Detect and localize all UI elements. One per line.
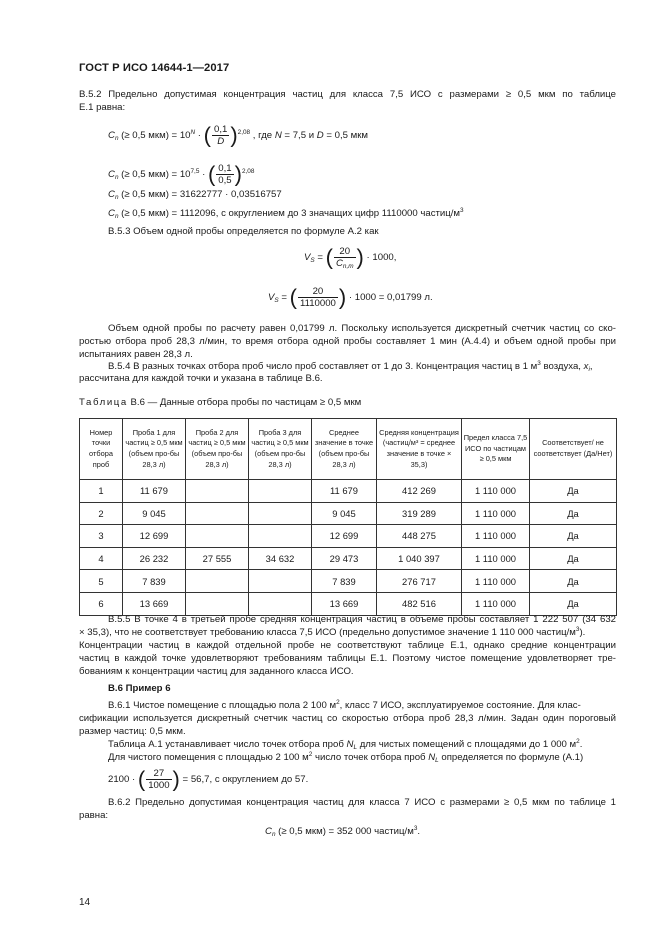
table-cell: 4 bbox=[80, 547, 123, 570]
table-cell bbox=[186, 502, 249, 525]
table-cell: 1 110 000 bbox=[462, 592, 530, 615]
table-cell: Да bbox=[530, 502, 617, 525]
table-cell: 9 045 bbox=[312, 502, 377, 525]
b61-line3: размер частиц: 0,5 мкм. bbox=[79, 726, 186, 737]
table-cell bbox=[249, 502, 312, 525]
table-cell: 3 bbox=[80, 525, 123, 548]
b54-line1: В.5.4 В разных точках отбора проб число проб составляет от 1 до 3. Концентрация частиц в 1 $м^3$ воздуха, $x_i$, bbox=[108, 360, 593, 373]
col-header: Проба 2 для частиц ≥ 0,5 мкм (объем про-бы 28,3 л) bbox=[186, 419, 249, 480]
samples-table bbox=[79, 418, 617, 616]
b61-table-a1-line: Таблица А.1 устанавливает число точек отбора проб $N_L$ для чистых помещений с площадями до 1 000 $м^2$. bbox=[108, 738, 583, 751]
table-cell bbox=[186, 570, 249, 593]
b53-formula-1: $V_S$ = ( $\frac{20}{C_{n,m}}$ ) · 1000, bbox=[304, 244, 397, 270]
table-row bbox=[80, 570, 617, 593]
table-cell: Да bbox=[530, 480, 617, 503]
table-row bbox=[80, 502, 617, 525]
table-cell: 12 699 bbox=[312, 525, 377, 548]
table-cell: 448 275 bbox=[377, 525, 462, 548]
page-number: 14 bbox=[79, 897, 91, 908]
b55-line5: бованиям к концентрации частиц для заданного класса ИСО. bbox=[79, 666, 354, 677]
table-cell: 319 289 bbox=[377, 502, 462, 525]
table-cell: Да bbox=[530, 592, 617, 615]
col-header: Соответствует/ не соответствует (Да/Нет) bbox=[530, 419, 617, 480]
table-cell: 13 669 bbox=[312, 592, 377, 615]
col-header: Средняя концентрация (частиц/м³ = среднее значение в точке × 35,3) bbox=[377, 419, 462, 480]
table-cell: 34 632 bbox=[249, 547, 312, 570]
table-cell: 11 679 bbox=[312, 480, 377, 503]
table-cell bbox=[249, 480, 312, 503]
volume-para-line1: Объем одной пробы по расчету равен 0,01799 л. Поскольку используется дискретный счетчик частиц со ско- bbox=[108, 323, 616, 334]
col-header: Проба 3 для частиц ≥ 0,5 мкм (объем про-бы 28,3 л) bbox=[249, 419, 312, 480]
table-cell: 276 717 bbox=[377, 570, 462, 593]
b55-line1: В.5.5 В точке 4 в третьей пробе средняя концентрация частиц в объеме пробы составляет 1 222 507 (34 632 bbox=[108, 614, 616, 625]
b52-intro-line2: Е.1 равна: bbox=[79, 102, 126, 113]
volume-para-line2: ростью отбора проб 28,3 л/мин, то время отбора одной пробы составляет 1 мин (А.4.4) и объем одной пробы при bbox=[79, 336, 616, 347]
table-cell bbox=[249, 525, 312, 548]
table-row bbox=[80, 525, 617, 548]
table-header-row bbox=[80, 419, 617, 480]
b61-formula: 2100 · ( $\frac{27}{1000}$ ) = 56,7, с округлением до 57. bbox=[108, 766, 309, 792]
document-header: ГОСТ Р ИСО 14644-1—2017 bbox=[79, 62, 230, 74]
b52-formula-4: $C_n$ (≥ 0,5 мкм) = 1112096, с округлением до 3 значащих цифр 1110000 частиц/$м^3$ bbox=[108, 207, 464, 220]
table-cell: 5 bbox=[80, 570, 123, 593]
table-cell: Да bbox=[530, 525, 617, 548]
b55-line3: Концентрации частиц в каждой отдельной пробе не соответствуют таблице Е.1, однако средние концентрации bbox=[79, 640, 616, 651]
b52-intro-line1: В.5.2 Предельно допустимая концентрация частиц для класса 7,5 ИСО с размерами ≥ 0,5 мкм по таблице bbox=[79, 89, 616, 100]
table-cell: 6 bbox=[80, 592, 123, 615]
table-cell: 1 110 000 bbox=[462, 570, 530, 593]
table-cell: 1 110 000 bbox=[462, 547, 530, 570]
table-cell: Да bbox=[530, 570, 617, 593]
table-cell: 9 045 bbox=[123, 502, 186, 525]
table-cell bbox=[249, 570, 312, 593]
table-cell: 482 516 bbox=[377, 592, 462, 615]
b53-formula-2: $V_S$ = ( $\frac{20}{1110000}$ ) · 1000 = 0,01799 л. bbox=[268, 284, 433, 310]
table-cell: 1 bbox=[80, 480, 123, 503]
table-cell: 7 839 bbox=[123, 570, 186, 593]
table-cell: 7 839 bbox=[312, 570, 377, 593]
b55-line2: × 35,3), что не соответствует требованию класса 7,5 ИСО (предельно допустимое значение 1 110 000 частиц/$м^3$). bbox=[79, 626, 586, 638]
table-row bbox=[80, 592, 617, 615]
col-header: Проба 1 для частиц ≥ 0,5 мкм (объем про-бы 28,3 л) bbox=[123, 419, 186, 480]
table-caption: Таблица В.6 — Данные отбора пробы по частицам ≥ 0,5 мкм bbox=[79, 397, 362, 408]
table-cell: 1 110 000 bbox=[462, 502, 530, 525]
section-heading-b6: В.6 Пример 6 bbox=[108, 683, 171, 694]
table-cell: 412 269 bbox=[377, 480, 462, 503]
b52-formula-1: $C_n$ (≥ 0,5 $мкм) = 10^N$ · ( $\frac{0,1}{D}$ )$^{2,08}$ , где N = 7,5 и D = 0,5 мкм bbox=[108, 122, 369, 148]
b61-formula-intro: Для чистого помещения с площадью 2 100 $м^2$ число точек отбора проб $N_L$ определяется по формуле (А.1) bbox=[108, 751, 584, 764]
volume-para-line3: испытаниях равен 28,3 л. bbox=[79, 349, 193, 360]
b62-formula: $C_n$ (≥ 0,5 мкм) = 352 000 частиц/$м^3$. bbox=[265, 825, 421, 838]
table-cell: 1 040 397 bbox=[377, 547, 462, 570]
table-cell: 26 232 bbox=[123, 547, 186, 570]
table-cell: 2 bbox=[80, 502, 123, 525]
col-header: Предел класса 7,5 ИСО по частицам ≥ 0,5 мкм bbox=[462, 419, 530, 480]
b61-line2: сификации используется дискретный счетчик частиц со скоростью отбора проб 28,3 л/мин. Задан один пороговый bbox=[79, 713, 616, 724]
table-cell: Да bbox=[530, 547, 617, 570]
table-cell: 1 110 000 bbox=[462, 480, 530, 503]
col-header: Номер точки отбора проб bbox=[80, 419, 123, 480]
b53-intro: В.5.3 Объем одной пробы определяется по формуле А.2 как bbox=[108, 226, 379, 237]
table-row bbox=[80, 480, 617, 503]
table-cell: 29 473 bbox=[312, 547, 377, 570]
b61-line1: В.6.1 Чистое помещение с площадью пола 2 100 $м^2$, класс 7 ИСО, эксплуатируемое состояние. Для клас- bbox=[108, 699, 581, 711]
table-cell: 12 699 bbox=[123, 525, 186, 548]
table-cell bbox=[186, 592, 249, 615]
table-cell: 27 555 bbox=[186, 547, 249, 570]
table-cell: 1 110 000 bbox=[462, 525, 530, 548]
b55-line4: частиц в каждой точке удовлетворяют требованиям таблицы Е.1. Поэтому чистое помещение удовлетворяет тре- bbox=[79, 653, 616, 664]
table-cell bbox=[186, 480, 249, 503]
b52-formula-2: $C_n$ (≥ 0,5 $мкм) = 10^{7,5}$ · ( $\frac{0,1}{0,5}$ )$^{2,08}$ bbox=[108, 161, 255, 187]
table-cell: 11 679 bbox=[123, 480, 186, 503]
table-cell bbox=[186, 525, 249, 548]
b54-line2: рассчитана для каждой точки и указана в таблице В.6. bbox=[79, 373, 323, 384]
b62-line2: равна: bbox=[79, 810, 109, 821]
b52-formula-3: $C_n$ (≥ 0,5 мкм) = 31622777 · 0,03516757 bbox=[108, 189, 282, 201]
table-cell: 13 669 bbox=[123, 592, 186, 615]
table-row bbox=[80, 547, 617, 570]
col-header: Среднее значение в точке (объем про-бы 28,3 л) bbox=[312, 419, 377, 480]
b62-line1: В.6.2 Предельно допустимая концентрация частиц для класса 7 ИСО с размерами ≥ 0,5 мкм по таблице 1 bbox=[108, 797, 616, 808]
table-cell bbox=[249, 592, 312, 615]
